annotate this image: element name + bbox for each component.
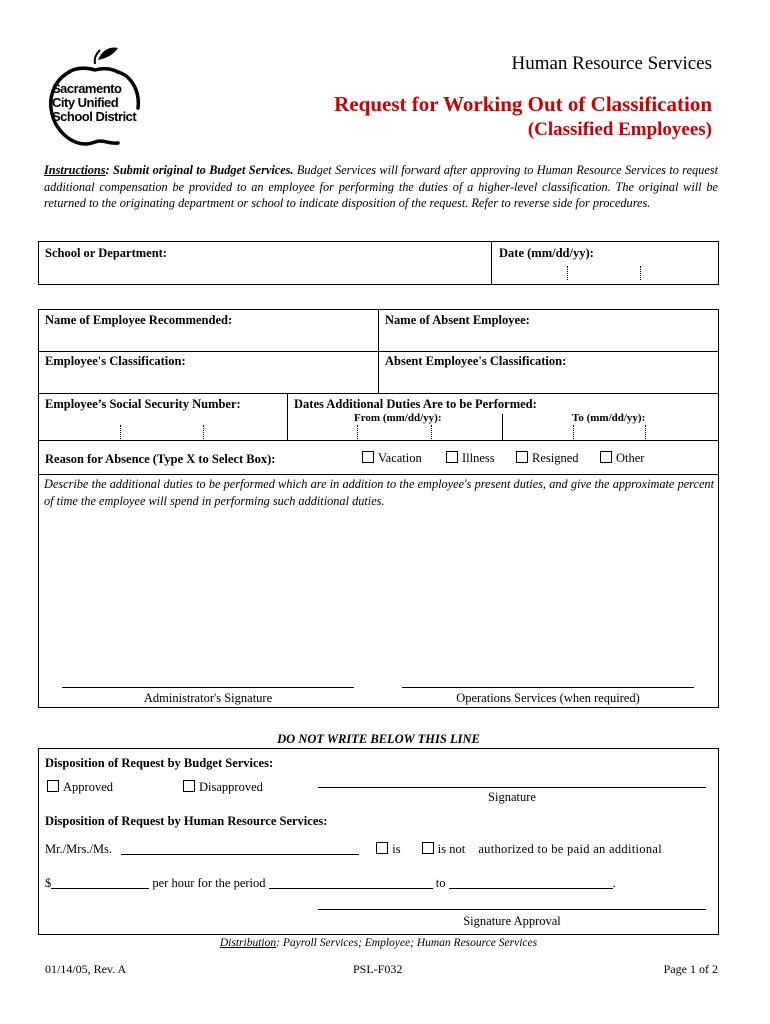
- hr-disposition-label: Disposition of Request by Human Resource Services:: [45, 814, 328, 828]
- instructions-bold: Submit original to Budget Services.: [109, 163, 294, 177]
- reason-label: Reason for Absence (Type X to Select Box):: [45, 452, 276, 466]
- instructions: Instructions: Submit original to Budget Services. Budget Services will forward after approving to Human Resource Services to request additional compensation be provided to an employee for performing the duties of a higher-level classification. The original will be returned to the originating department or school to indicate disposition of the request. Refer to reverse side for procedures.: [44, 163, 718, 210]
- hourly-rate-blank[interactable]: [51, 877, 149, 889]
- employee-name-label: Name of Employee Recommended:: [45, 313, 233, 327]
- distribution: [38, 937, 719, 949]
- reason-illness[interactable]: Illness: [446, 451, 495, 466]
- period-start-blank[interactable]: [269, 877, 433, 889]
- employee-class-field[interactable]: [40, 371, 376, 391]
- org-name: Human Resource Services: [511, 53, 712, 74]
- footer-date-rev: 01/14/05, Rev. A: [45, 962, 127, 976]
- ssn-field[interactable]: [40, 418, 285, 438]
- employee-name-field[interactable]: [40, 329, 376, 349]
- date-field[interactable]: [494, 262, 717, 283]
- reason-vacation[interactable]: Vacation: [362, 451, 422, 466]
- checkbox-disapproved[interactable]: [183, 780, 195, 792]
- duties-description-field[interactable]: [42, 512, 716, 672]
- form-title: Request for Working Out of Classification: [334, 92, 712, 116]
- absent-class-field[interactable]: [380, 371, 717, 391]
- authorized-text: authorized to be paid an additional: [478, 842, 663, 856]
- disapproved-option[interactable]: Disapproved: [183, 780, 263, 795]
- dates-label: Dates Additional Duties Are to be Performed:: [294, 397, 537, 411]
- budget-signature-line[interactable]: [318, 787, 706, 788]
- school-dept-field[interactable]: [40, 262, 489, 283]
- absent-class-label: Absent Employee's Classification:: [385, 354, 567, 368]
- do-not-write-notice: DO NOT WRITE BELOW THIS LINE: [277, 732, 480, 746]
- approved-option[interactable]: Approved: [47, 780, 113, 795]
- checkbox-is-not[interactable]: [422, 842, 434, 854]
- logo-line-2: City Unified: [52, 95, 119, 110]
- reason-resigned[interactable]: Resigned: [516, 451, 579, 466]
- from-label: From (mm/dd/yy):: [354, 412, 442, 424]
- ssn-label: Employee’s Social Security Number:: [45, 397, 241, 411]
- period-end-blank[interactable]: [449, 877, 613, 889]
- to-date-field[interactable]: [504, 426, 717, 439]
- duties-description-label: Describe the additional duties to be performed which are in addition to the employee's present duties, and give the approximate percent of time the employee will spend in performing such additional duties.: [44, 477, 714, 508]
- ops-signature-line[interactable]: [402, 687, 694, 688]
- distribution-text: : Payroll Services; Employee; Human Resource Services: [276, 937, 538, 949]
- logo-line-3: School District: [52, 109, 137, 124]
- rate-period-line: $ per hour for the period to .: [45, 876, 616, 890]
- checkbox-vacation[interactable]: [362, 451, 374, 463]
- budget-disposition-label: Disposition of Request by Budget Services:: [45, 756, 274, 770]
- checkbox-approved[interactable]: [47, 780, 59, 792]
- district-logo: [40, 44, 150, 148]
- form-subtitle: (Classified Employees): [527, 119, 712, 140]
- checkbox-resigned[interactable]: [516, 451, 528, 463]
- from-date-field[interactable]: [290, 426, 500, 439]
- footer-form-number: PSL-F032: [353, 962, 403, 976]
- footer-page-number: Page 1 of 2: [663, 962, 718, 976]
- checkbox-other[interactable]: [600, 451, 612, 463]
- logo-line-1: Sacramento: [52, 81, 122, 96]
- checkbox-illness[interactable]: [446, 451, 458, 463]
- admin-signature-label: Administrator's Signature: [143, 691, 273, 705]
- instructions-label: Instructions: [44, 163, 106, 177]
- admin-signature-line[interactable]: [62, 687, 354, 688]
- school-dept-label: School or Department:: [45, 246, 167, 260]
- absent-name-label: Name of Absent Employee:: [385, 313, 530, 327]
- hr-signature-label: Signature Approval: [463, 914, 561, 928]
- budget-signature-label: Signature: [488, 790, 536, 804]
- reason-other[interactable]: Other: [600, 451, 644, 466]
- date-label: Date (mm/dd/yy):: [499, 246, 594, 260]
- checkbox-is[interactable]: [376, 842, 388, 854]
- hr-signature-line[interactable]: [318, 909, 706, 910]
- instructions-body: Budget Services will forward after approving to Human Resource Services to request additional compensation be provided to an employee for performing the duties of a higher-level classification. The original will be returned to the originating department or school to indicate disposition of the request. Refer to reverse side for procedures.: [44, 163, 718, 210]
- ops-signature-label: Operations Services (when required): [456, 691, 640, 705]
- employee-class-label: Employee's Classification:: [45, 354, 186, 368]
- authorization-line: Mr./Mrs./Ms. is is not authorized to be paid an additional: [45, 842, 663, 856]
- absent-name-field[interactable]: [380, 329, 717, 349]
- salutation-label: Mr./Mrs./Ms.: [45, 842, 113, 856]
- to-label: To (mm/dd/yy):: [572, 412, 646, 424]
- employee-name-blank[interactable]: [121, 843, 359, 855]
- distribution-label: Distribution: [219, 937, 277, 949]
